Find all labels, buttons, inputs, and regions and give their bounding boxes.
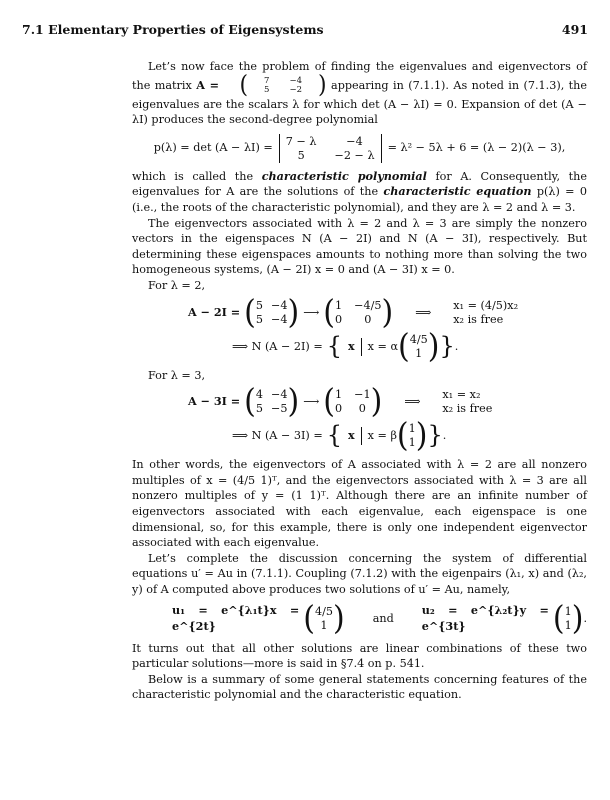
- term-characteristic-equation: characteristic equation: [383, 184, 532, 199]
- solution-vector-u2: ( 1 1 ): [552, 599, 584, 638]
- running-header: [22, 22, 588, 40]
- solution-vector-u1: ( 4/5 1 ): [303, 599, 345, 638]
- matrix-A-entries: 7 −4 5 −2: [264, 75, 302, 95]
- nullspace-A-minus-3I: ⟹ N (A − 3I) = { x x = β ( 1 1 ) } .: [232, 416, 447, 455]
- eigenvector-x: ( 4/5 1 ): [398, 326, 440, 366]
- page-number: 491: [561, 22, 588, 37]
- eigenvector-y: ( 1 1 ): [396, 416, 428, 455]
- case-lambda-2-reduction: A − 2I = ( 5 −4 5 −4 ) ⟶ ( 1 −4/5 0 0 ) ⟹ x₁ = (4/5)x₂ x₂ is free: [188, 292, 519, 332]
- paragraph-characteristic: which is called the characteristic polynomial for A. Consequently, the eigenvalues for A are the solutions of the characteristic equation p(λ) = 0 (i.e., the roots of the characteristic polynomial), and they are λ = 2 and λ = 3.: [132, 168, 588, 214]
- paragraph-in-other-words: In other words, the eigenvectors of A associated with λ = 2 are all nonzero multiples of x = (4/5 1)ᵀ, and the eigenvectors associated with λ = 3 are all nonzero multiples of y = (1 1)ᵀ. Although there are an infinite number of eigenvectors associated with each eigenvalue, each eigenspace is one dimensional, so, for this example, there is only one independent eigenvector associated with each eigenvalue.: [132, 458, 587, 550]
- paragraph-linear-combinations: It turns out that all other solutions are linear combinations of these two particular solutions—more is said in §7.4 on p. 541.: [132, 641, 587, 671]
- determinant: 7 − λ −4 5 −2 − λ: [279, 134, 382, 163]
- page-body: [132, 59, 587, 703]
- paragraph-intro: Let’s now face the problem of finding the eigenvalues and eigenvectors of the matrix A = ( 7 −4 5 −2 ) appearing in (7.1.1). As noted in (7.1.3), the eigenvalues are the scalars λ for which det (A − λI) = 0. Expansion of det (A − λI) produces the second-degree polynomial: [132, 60, 587, 127]
- case-lambda-3-reduction: A − 3I = ( 4 −4 5 −5 ) ⟶ ( 1 −1 0 0 ) ⟹ x₁ = x₂ x₂ is free: [188, 382, 493, 421]
- term-characteristic-polynomial: characteristic polynomial: [261, 168, 427, 183]
- nullspace-A-minus-2I: ⟹ N (A − 2I) = { x x = α ( 4/5 1 ) } .: [232, 326, 459, 366]
- characteristic-polynomial-equation: p(λ) = det (A − λI) = 7 − λ −4 5 −2 − λ = λ² − 5λ + 6 = (λ − 2)(λ − 3),: [153, 134, 566, 162]
- paragraph-eigenvectors: The eigenvectors associated with λ = 2 and λ = 3 are simply the nonzero vectors in the eigenspaces N (A − 2I) and N (A − 3I), respectively. But determining these eigenspaces amounts to nothing more than solving the two homogeneous systems, (A − 2I) x = 0 and (A − 3I) x = 0.: [132, 216, 587, 277]
- paragraph-differential-equations: Let’s complete the discussion concerning the system of differential equations u′ = Au in (7.1.1). Coupling (7.1.2) with the eigenpairs (λ₁, x) and (λ₂, y) of A computed above produces two solutions of u′ = Au, namely,: [132, 551, 587, 596]
- case-lambda-2-label: For λ = 2,: [148, 278, 206, 292]
- case-lambda-3-solution: x₁ = x₂ x₂ is free: [442, 388, 493, 416]
- solutions-u1-u2: u₁ = e^{λ₁t}x = e^{2t} ( 4/5 1 ) and u₂ = e^{λ₂t}y = e^{3t} ( 1 1 ) .: [172, 599, 587, 638]
- case-lambda-3-label: For λ = 3,: [148, 368, 206, 382]
- rref-A-minus-2I: ( 1 −4/5 0 0 ): [323, 292, 394, 332]
- matrix-A: ( 7 −4 5 −2 ): [239, 71, 327, 99]
- section-title: 7.1 Elementary Properties of Eigensystems: [22, 22, 324, 37]
- matrix-A-minus-2I: ( 5 −4 5 −4 ): [244, 292, 300, 332]
- rref-A-minus-3I: ( 1 −1 0 0 ): [323, 382, 383, 421]
- paragraph-summary-intro: Below is a summary of some general statements concerning features of the characteristic polynomial and the characteristic equation.: [132, 672, 587, 702]
- case-lambda-2-solution: x₁ = (4/5)x₂ x₂ is free: [453, 298, 519, 326]
- matrix-A-minus-3I: ( 4 −4 5 −5 ): [244, 382, 300, 421]
